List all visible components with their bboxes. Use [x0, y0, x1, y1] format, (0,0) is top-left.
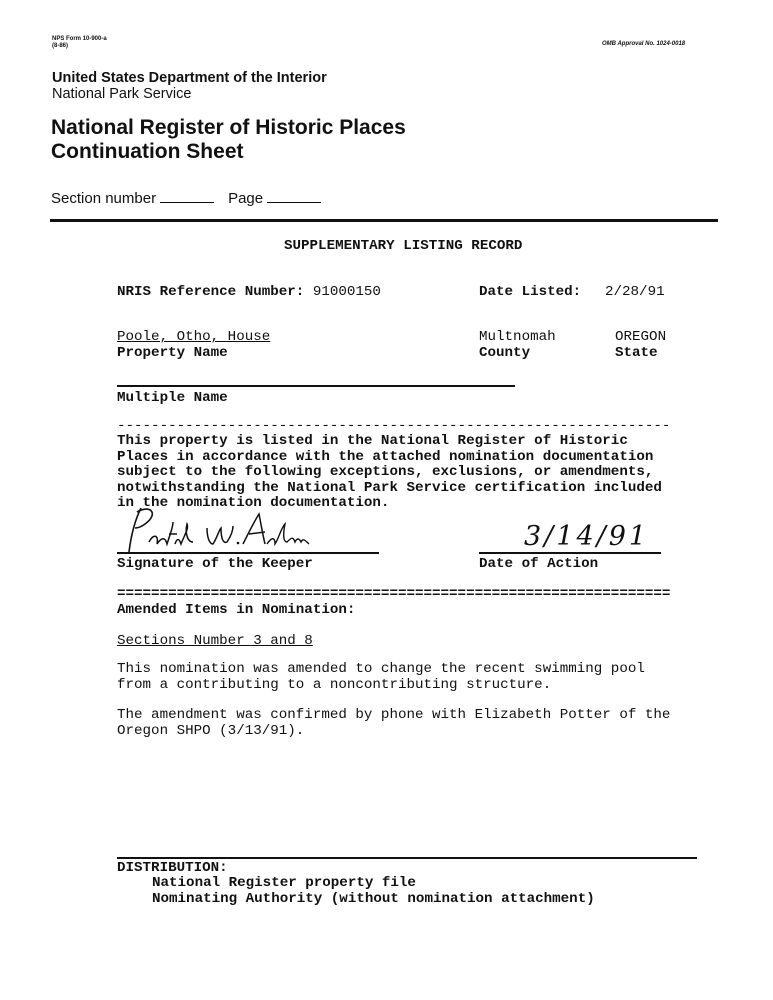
nris-label: NRIS Reference Number:: [117, 284, 305, 300]
signature-line: [117, 552, 379, 554]
signature-label: Signature of the Keeper: [117, 556, 313, 572]
omb-approval: OMB Approval No. 1024-0018: [602, 41, 686, 47]
dashed-separator: -----------------------------------------------------------------: [117, 418, 671, 434]
page-blank: [267, 201, 321, 203]
statement-line: This property is listed in the National Register of Historic: [117, 433, 628, 449]
nris-line: [117, 284, 381, 300]
state-label: State: [615, 345, 658, 361]
double-separator: =================================================================: [117, 586, 671, 602]
record-heading: SUPPLEMENTARY LISTING RECORD: [284, 238, 523, 254]
county-value: Multnomah: [479, 329, 556, 345]
county-label: County: [479, 345, 531, 361]
date-of-action-label: Date of Action: [479, 556, 599, 572]
statement-line: notwithstanding the National Park Service certification included: [117, 479, 662, 496]
section-page-fields: [51, 190, 335, 207]
distribution-rule: [117, 857, 697, 859]
date-listed-label: Date Listed:: [479, 284, 582, 300]
distribution-list: [152, 876, 595, 907]
date-listed-value: 2/28/91: [605, 284, 665, 300]
paragraph-line: Oregon SHPO (3/13/91).: [117, 722, 305, 739]
paragraph-line: The amendment was confirmed by phone with Elizabeth Potter of the: [117, 707, 671, 723]
page-label: Page: [228, 190, 264, 207]
date-of-action-line: [479, 552, 661, 554]
paragraph-line: from a contributing to a noncontributing structure.: [117, 676, 552, 693]
statement-line: Places in accordance with the attached nomination documentation: [117, 448, 654, 465]
distribution-heading: DISTRIBUTION:: [117, 860, 228, 876]
sections-line: Sections Number 3 and 8: [117, 633, 313, 649]
amended-items-heading: Amended Items in Nomination:: [117, 602, 356, 618]
date-of-action-handwritten: 3/14/91: [524, 521, 650, 552]
multiple-name-label: Multiple Name: [117, 390, 228, 406]
page-title: National Register of Historic Places: [51, 116, 406, 139]
confirmation-paragraph: [117, 708, 670, 739]
distribution-item: National Register property file: [152, 875, 416, 891]
header-rule: [50, 219, 718, 222]
property-name-value: Poole, Otho, House: [117, 329, 271, 345]
section-number-blank: [160, 201, 214, 203]
multiple-name-line: [117, 385, 515, 387]
nris-value: 91000150: [312, 284, 381, 300]
paragraph-line: This nomination was amended to change the recent swimming pool: [117, 661, 645, 677]
form-id-line2: (8-86): [52, 43, 69, 49]
keeper-signature: [115, 498, 315, 558]
service-name: National Park Service: [52, 86, 192, 102]
statement-line: subject to the following exceptions, exclusions, or amendments,: [117, 464, 654, 480]
statement-line: in the nomination documentation.: [117, 495, 390, 511]
page-subtitle: Continuation Sheet: [51, 140, 244, 163]
property-name-label: Property Name: [117, 345, 228, 361]
form-id-line1: NPS Form 10-900-a: [52, 36, 107, 42]
distribution-item: Nominating Authority (without nomination attachment): [152, 890, 595, 907]
state-value: OREGON: [615, 329, 667, 345]
amendment-paragraph: [117, 662, 645, 693]
section-number-label: Section number: [51, 190, 157, 207]
department-name: United States Department of the Interior: [52, 70, 327, 86]
